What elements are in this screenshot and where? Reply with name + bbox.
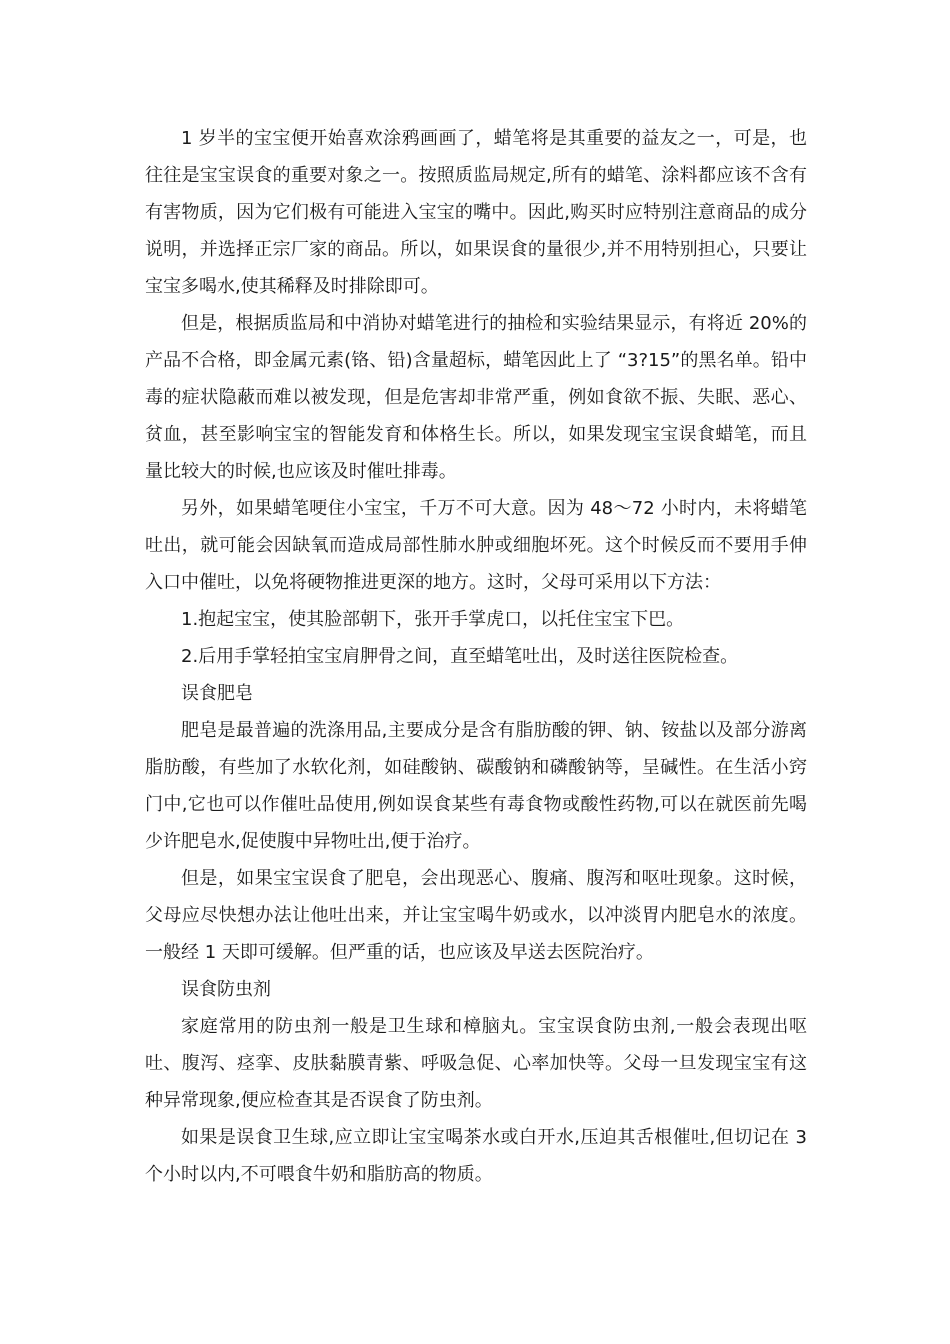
document-body <box>145 120 807 1193</box>
paragraph-crayon-intro: 1 岁半的宝宝便开始喜欢涂鸦画画了，蜡笔将是其重要的益友之一，可是，也往往是宝宝误食的重要对象之一。按照质监局规定,所有的蜡笔、涂料都应该不含有有害物质，因为它们极有可能进入宝宝的嘴中。因此,购买时应特别注意商品的成分说明，并选择正宗厂家的商品。所以，如果误食的量很少,并不用特别担心，只要让宝宝多喝水,使其稀释及时排除即可。 <box>145 128 807 297</box>
paragraph-mothball-treatment: 如果是误食卫生球,应立即让宝宝喝茶水或白开水,压迫其舌根催吐,但切记在 3 个小时以内,不可喂食牛奶和脂肪高的物质。 <box>145 1127 807 1185</box>
paragraph-crayon-lead-risk: 但是，根据质监局和中消协对蜡笔进行的抽检和实验结果显示，有将近 20%的产品不合格，即金属元素(铬、铅)含量超标，蜡笔因此上了 “3?15”的黑名单。铅中毒的症状隐蔽而难以被发现，但是危害却非常严重，例如食欲不振、失眠、恶心、贫血，甚至影响宝宝的智能发育和体格生长。所以，如果发现宝宝误食蜡笔，而且量比较大的时候,也应该及时催吐排毒。 <box>145 313 807 482</box>
section-heading-soap: 误食肥皂 <box>181 683 253 704</box>
paragraph-mothball-intro: 家庭常用的防虫剂一般是卫生球和樟脑丸。宝宝误食防虫剂,一般会表现出呕吐、腹泻、痉挛、皮肤黏膜青紫、呼吸急促、心率加快等。父母一旦发现宝宝有这种异常现象,便应检查其是否误食了防虫剂。 <box>145 1016 807 1111</box>
section-heading-mothball: 误食防虫剂 <box>181 979 271 1000</box>
paragraph-crayon-choking: 另外，如果蜡笔哽住小宝宝，千万不可大意。因为 48～72 小时内，未将蜡笔吐出，就可能会因缺氧而造成局部性肺水肿或细胞坏死。这个时候反而不要用手伸入口中催吐，以免将硬物推进更深的地方。这时，父母可采用以下方法： <box>145 498 807 593</box>
paragraph-step-1: 1.抱起宝宝，使其脸部朝下，张开手掌虎口，以托住宝宝下巴。 <box>181 609 685 630</box>
paragraph-soap-intro: 肥皂是最普遍的洗涤用品,主要成分是含有脂肪酸的钾、钠、铵盐以及部分游离脂肪酸，有些加了水软化剂，如硅酸钠、碳酸钠和磷酸钠等，呈碱性。在生活小窍门中,它也可以作催吐品使用,例如误食某些有毒食物或酸性药物,可以在就医前先喝少许肥皂水,促使腹中异物吐出,便于治疗。 <box>145 720 807 852</box>
paragraph-soap-treatment: 但是，如果宝宝误食了肥皂，会出现恶心、腹痛、腹泻和呕吐现象。这时候，父母应尽快想办法让他吐出来，并让宝宝喝牛奶或水，以冲淡胃内肥皂水的浓度。一般经 1 天即可缓解。但严重的话，也应该及早送去医院治疗。 <box>145 868 807 963</box>
paragraph-step-2: 2.后用手掌轻拍宝宝肩胛骨之间，直至蜡笔吐出，及时送往医院检查。 <box>181 646 739 667</box>
